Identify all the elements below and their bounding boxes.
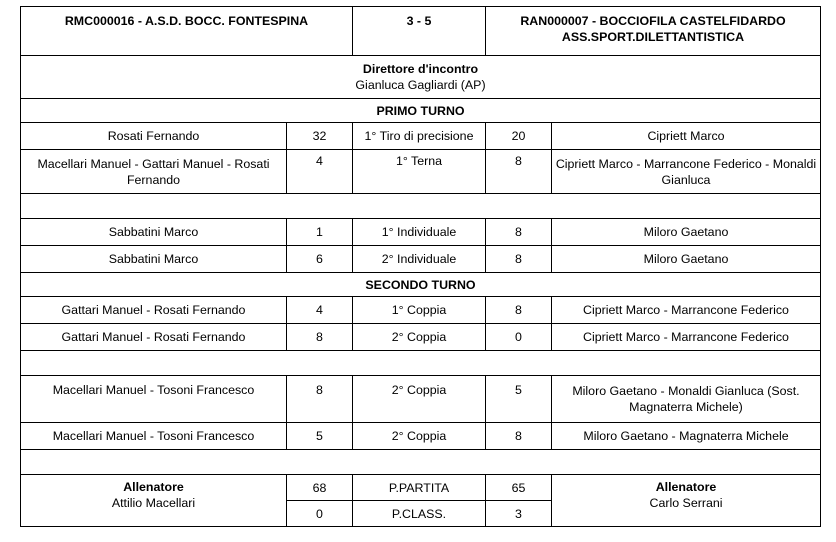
home-players: Macellari Manuel - Gattari Manuel - Rosati Fernando xyxy=(21,150,287,194)
game-type: 1° Coppia xyxy=(353,297,486,324)
game-type: 1° Terna xyxy=(353,150,486,194)
section-row-primo xyxy=(21,99,821,123)
away-players: Miloro Gaetano xyxy=(552,246,821,273)
game-type: 2° Coppia xyxy=(353,376,486,423)
blank-cell xyxy=(21,194,821,219)
away-score: 20 xyxy=(486,123,552,150)
away-score: 8 xyxy=(486,297,552,324)
table-row xyxy=(21,150,821,194)
away-players: Miloro Gaetano - Magnaterra Michele xyxy=(552,423,821,450)
away-score: 5 xyxy=(486,376,552,423)
away-score: 8 xyxy=(486,150,552,194)
home-players: Rosati Fernando xyxy=(21,123,287,150)
away-players: Miloro Gaetano - Monaldi Gianluca (Sost. Magnaterra Michele) xyxy=(552,376,821,423)
director-label: Direttore d'incontro xyxy=(362,62,479,76)
home-score: 32 xyxy=(287,123,353,150)
partita-home-points: 68 xyxy=(287,475,353,501)
match-report-table xyxy=(20,6,821,527)
away-players: Cipriett Marco - Marrancone Federico xyxy=(552,297,821,324)
away-coach-label: Allenatore xyxy=(655,480,717,494)
away-score: 0 xyxy=(486,324,552,351)
away-team-line1: RAN000007 - BOCCIOFILA CASTELFIDARDO xyxy=(520,14,786,28)
home-score: 4 xyxy=(287,150,353,194)
home-coach-name: Attilio Macellari xyxy=(111,496,196,510)
home-coach-cell xyxy=(21,475,287,527)
table-row xyxy=(21,324,821,351)
home-score: 8 xyxy=(287,376,353,423)
away-team-line2: ASS.SPORT.DILETTANTISTICA xyxy=(561,30,745,44)
game-type: 2° Individuale xyxy=(353,246,486,273)
away-score: 8 xyxy=(486,423,552,450)
home-players: Sabbatini Marco xyxy=(21,219,287,246)
table-row xyxy=(21,246,821,273)
away-score: 8 xyxy=(486,219,552,246)
director-cell xyxy=(21,56,821,99)
game-type: 2° Coppia xyxy=(353,324,486,351)
final-score: 3 - 5 xyxy=(353,7,486,56)
director-name: Gianluca Gagliardi (AP) xyxy=(355,78,486,92)
class-away-points: 3 xyxy=(486,501,552,527)
home-score: 8 xyxy=(287,324,353,351)
blank-cell xyxy=(21,351,821,376)
home-score: 4 xyxy=(287,297,353,324)
class-label: P.CLASS. xyxy=(353,501,486,527)
home-players: Macellari Manuel - Tosoni Francesco xyxy=(21,376,287,423)
away-score: 8 xyxy=(486,246,552,273)
home-players: Sabbatini Marco xyxy=(21,246,287,273)
table-row xyxy=(21,219,821,246)
section-title-primo: PRIMO TURNO xyxy=(21,99,821,123)
totals-row-partita xyxy=(21,475,821,501)
table-row xyxy=(21,123,821,150)
away-players: Cipriett Marco - Marrancone Federico - Monaldi Gianluca xyxy=(552,150,821,194)
blank-row xyxy=(21,450,821,475)
blank-row xyxy=(21,194,821,219)
away-coach-cell xyxy=(552,475,821,527)
home-team-name: RMC000016 - A.S.D. BOCC. FONTESPINA xyxy=(21,7,353,56)
section-title-secondo: SECONDO TURNO xyxy=(21,273,821,297)
away-coach-name: Carlo Serrani xyxy=(649,496,723,510)
away-players: Cipriett Marco xyxy=(552,123,821,150)
home-players: Gattari Manuel - Rosati Fernando xyxy=(21,324,287,351)
game-type: 1° Individuale xyxy=(353,219,486,246)
home-score: 6 xyxy=(287,246,353,273)
blank-cell xyxy=(21,450,821,475)
partita-label: P.PARTITA xyxy=(353,475,486,501)
home-players: Gattari Manuel - Rosati Fernando xyxy=(21,297,287,324)
director-row xyxy=(21,56,821,99)
away-team-name xyxy=(486,7,821,56)
home-score: 1 xyxy=(287,219,353,246)
class-home-points: 0 xyxy=(287,501,353,527)
section-row-secondo xyxy=(21,273,821,297)
table-row xyxy=(21,376,821,423)
table-row xyxy=(21,423,821,450)
table-row xyxy=(21,297,821,324)
home-score: 5 xyxy=(287,423,353,450)
blank-row xyxy=(21,351,821,376)
away-players: Miloro Gaetano xyxy=(552,219,821,246)
home-coach-label: Allenatore xyxy=(123,480,184,494)
home-players: Macellari Manuel - Tosoni Francesco xyxy=(21,423,287,450)
game-type: 1° Tiro di precisione xyxy=(353,123,486,150)
header-row xyxy=(21,7,821,56)
away-players: Cipriett Marco - Marrancone Federico xyxy=(552,324,821,351)
game-type: 2° Coppia xyxy=(353,423,486,450)
partita-away-points: 65 xyxy=(486,475,552,501)
